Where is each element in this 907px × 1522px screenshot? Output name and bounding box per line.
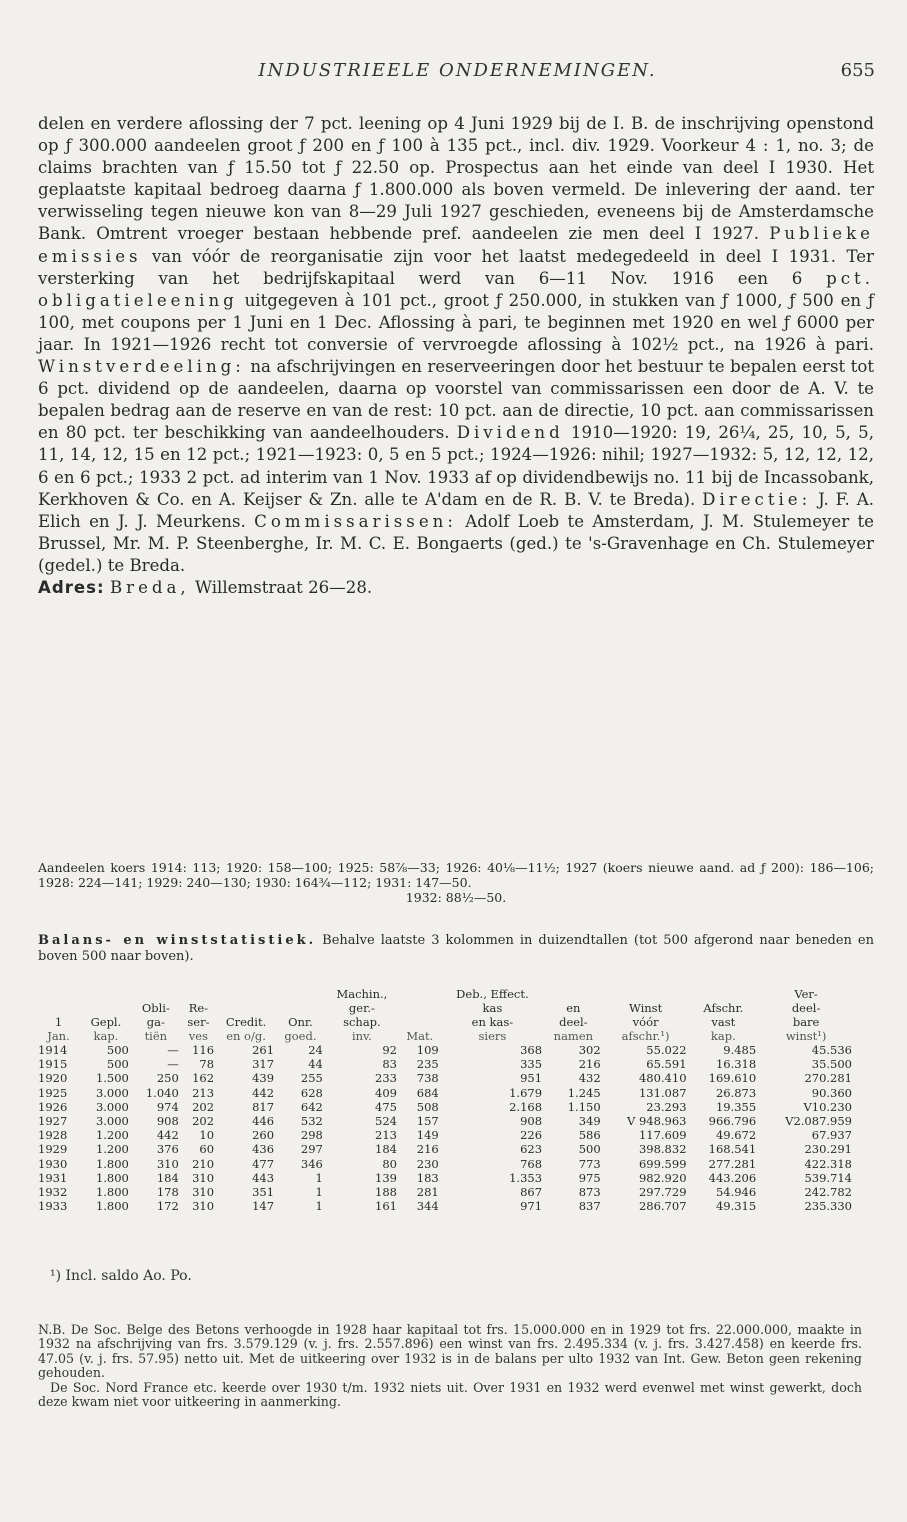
table-cell: 90.360 xyxy=(811,1085,852,1100)
table-cell: 442 xyxy=(252,1085,275,1100)
header-cell xyxy=(36,1001,81,1015)
header-cell: Re- xyxy=(188,1001,209,1015)
year-cell: 1932 xyxy=(38,1185,68,1200)
header-cell: Jan. xyxy=(47,1029,70,1043)
table-cell: 147 xyxy=(252,1199,275,1214)
table-cell: 436 xyxy=(252,1142,275,1157)
directie-label: Directie: xyxy=(702,489,812,509)
table-cell: 19.355 xyxy=(715,1099,757,1114)
table-cell: 768 xyxy=(520,1156,543,1171)
table-cell: 49.672 xyxy=(715,1128,757,1143)
table-cell: 210 xyxy=(192,1156,215,1171)
table-cell: 409 xyxy=(375,1085,397,1100)
table-cell: 65.591 xyxy=(646,1057,687,1072)
table-cell: 422.318 xyxy=(804,1156,852,1171)
adres-city: Breda, xyxy=(109,577,190,597)
paragraph-text: delen en verdere aflossing der 7 pct. leening op 4 Juni 1929 bij de I. B. de inschrijving openstond op ƒ 300.000 aandeelen groot ƒ 200 en ƒ 100 à 135 pct., incl. div. 1929. Voorkeur 4 : 1, no. 3; de claims brachten van ƒ 15.50 tot ƒ 22.50 op. Prospectus aan het einde van deel I 1930. Het geplaatste kapitaal bedroeg daarna ƒ 1.800.000 als boven vermeld. De inlevering der aand. ter verwisseling tegen nieuwe kon van 8—29 Juli 1927 geschieden, eveneens bij de Amsterdamsche Bank. Omtrent vroeger bestaan hebbende pref. aandeelen zie men deel I 1927. xyxy=(38,114,874,244)
table-row xyxy=(36,1071,854,1085)
table-cell: 213 xyxy=(375,1128,397,1143)
table-cell: 1.040 xyxy=(145,1085,179,1100)
table-cell: 442 xyxy=(156,1128,179,1143)
table-cell: 1 xyxy=(315,1199,323,1214)
header-cell: en o/g. xyxy=(226,1029,266,1043)
paragraph-text: van vóór de reorganisatie zijn voor het laatst medegedeeld in deel I 1931. Ter versterking van het bedrijfskapitaal werd van 6—11 Nov. 1916 een 6 xyxy=(38,246,874,288)
table-cell: 975 xyxy=(578,1170,601,1185)
table-cell: 623 xyxy=(520,1142,543,1157)
commissarissen-label: Commissarissen: xyxy=(254,511,457,531)
header-cell: ger.- xyxy=(348,1001,375,1015)
table-cell: 974 xyxy=(156,1099,179,1114)
header-cell xyxy=(81,1001,131,1015)
table-cell: 475 xyxy=(375,1099,397,1114)
table-cell: 500 xyxy=(106,1057,129,1072)
table-cell: 1.800 xyxy=(95,1199,129,1214)
header-row xyxy=(36,987,854,1001)
table-cell: 213 xyxy=(192,1085,215,1100)
header-cell: ga- xyxy=(146,1015,165,1029)
year-cell: 1933 xyxy=(38,1199,68,1214)
year-cell: 1925 xyxy=(38,1085,68,1100)
header-cell xyxy=(131,987,181,1001)
table-cell: 16.318 xyxy=(715,1057,757,1072)
table-cell: 54.946 xyxy=(715,1185,757,1200)
nb-paragraph: N.B. De Soc. Belge des Betons verhoogde in 1928 haar kapitaal tot frs. 15.000.000 en in 1929 tot frs. 22.000.000, maakte in 1932 na afschrijving van frs. 3.579.129 (v. j. frs. 2.557.896) een winst van frs. 2.495.334 (v. j. frs. 3.427.458) en keerde frs. 47.05 (v. j. frs. 57.95) netto uit. Met de uitkeering over 1932 is in de balans per ulto 1932 van Int. Gew. Beton geen rekening gehouden. xyxy=(38,1322,862,1381)
table-cell: 298 xyxy=(300,1128,323,1143)
table-body xyxy=(36,1043,854,1213)
table-cell: 317 xyxy=(252,1057,275,1072)
table-cell: 443.206 xyxy=(708,1170,757,1185)
table-footnote: ¹) Incl. saldo Ao. Po. xyxy=(50,1268,192,1284)
header-cell xyxy=(399,1015,441,1029)
koers-line: Aandeelen koers 1914: 113; 1920: 158—100; 1925: 58⅞—33; 1926: 40⅛—11½; 1927 (koers nieuwe aand. ad ƒ 200): 186—106; 1928: 224—141; 1929: 240—130; 1930: 164¾—112; 1931: 147—50. xyxy=(38,860,874,890)
page-header xyxy=(40,60,875,90)
table-cell: 9.485 xyxy=(723,1043,757,1057)
header-cell xyxy=(544,987,603,1001)
table-cell: 335 xyxy=(520,1057,543,1072)
winstverdeeling-label: Winstverdeeling: xyxy=(38,357,245,377)
table-cell: 349 xyxy=(578,1114,601,1129)
header-cell: tiën xyxy=(144,1029,168,1043)
table-cell: 1.500 xyxy=(95,1071,129,1086)
header-cell: Obli- xyxy=(141,1001,170,1015)
table-cell: 55.022 xyxy=(646,1043,687,1057)
header-cell: deel- xyxy=(791,1001,821,1015)
table-cell: 45.536 xyxy=(811,1043,852,1057)
adres-label: Adres: xyxy=(38,577,105,597)
table-cell: 162 xyxy=(192,1071,215,1086)
table-cell: 524 xyxy=(375,1114,397,1129)
table-cell: 260 xyxy=(252,1128,275,1143)
table-cell: 439 xyxy=(252,1071,275,1086)
header-cell: Ver- xyxy=(794,987,818,1001)
year-cell: 1931 xyxy=(38,1170,68,1185)
header-cell: kap. xyxy=(93,1029,119,1043)
table-cell: 310 xyxy=(156,1156,179,1171)
year-cell: 1915 xyxy=(38,1057,68,1072)
table-cell: 310 xyxy=(192,1199,215,1214)
table-cell: 508 xyxy=(416,1099,439,1114)
table-cell: 297 xyxy=(300,1142,323,1157)
table-cell: 250 xyxy=(156,1071,179,1086)
table-cell: 60 xyxy=(199,1142,215,1157)
table-header xyxy=(36,987,854,1043)
table-cell: 3.000 xyxy=(95,1114,129,1129)
table-cell: 873 xyxy=(578,1185,601,1200)
year-cell: 1929 xyxy=(38,1142,68,1157)
table-cell: 92 xyxy=(382,1043,397,1057)
company-description xyxy=(38,113,874,599)
table-cell: 24 xyxy=(308,1043,323,1057)
year-cell: 1927 xyxy=(38,1114,68,1129)
year-cell: 1920 xyxy=(38,1071,68,1086)
table-cell: 351 xyxy=(252,1185,275,1200)
table-cell: 216 xyxy=(416,1142,439,1157)
table-cell: 230.291 xyxy=(804,1142,852,1157)
header-cell: winst¹) xyxy=(785,1029,827,1043)
header-cell xyxy=(276,987,325,1001)
header-cell: Deb., Effect. xyxy=(456,987,529,1001)
table-cell: 1.353 xyxy=(509,1170,543,1185)
table-cell: 1 xyxy=(315,1170,323,1185)
table-cell: 183 xyxy=(416,1170,439,1185)
header-cell: Onr. xyxy=(288,1015,313,1029)
header-cell: Afschr. xyxy=(703,1001,744,1015)
table-cell: 188 xyxy=(375,1185,397,1200)
header-cell: en xyxy=(566,1001,581,1015)
koers-line: 1932: 88½—50. xyxy=(405,890,507,905)
table-cell: V2.087.959 xyxy=(785,1114,852,1129)
table-cell: 149 xyxy=(416,1128,439,1143)
table-row xyxy=(36,1114,854,1128)
table-row xyxy=(36,1142,854,1156)
year-cell: 1928 xyxy=(38,1128,68,1143)
header-cell xyxy=(603,987,689,1001)
table-cell: 10 xyxy=(199,1128,215,1143)
table-cell: 2.168 xyxy=(509,1099,543,1114)
table-cell: 477 xyxy=(252,1156,275,1171)
nb-section xyxy=(38,1323,862,1409)
header-cell: Machin., xyxy=(336,987,388,1001)
dividend-label: Dividend xyxy=(456,423,564,443)
table-row xyxy=(36,1043,854,1057)
table-cell: 131.087 xyxy=(638,1085,687,1100)
table-cell: 270.281 xyxy=(804,1071,852,1086)
nb-paragraph: De Soc. Nord France etc. keerde over 1930 t/m. 1932 niets uit. Over 1931 en 1932 werd evenwel met winst gewerkt, doch deze kwam niet voor uitkeering in aanmerking. xyxy=(38,1379,862,1410)
table-cell: 261 xyxy=(252,1043,275,1057)
header-cell: siers xyxy=(478,1029,507,1043)
header-cell xyxy=(36,987,81,1001)
running-title: INDUSTRIEELE ONDERNEMINGEN. xyxy=(258,60,657,81)
header-cell: Mat. xyxy=(406,1029,434,1043)
header-cell: ves xyxy=(188,1029,209,1043)
year-cell: 1914 xyxy=(38,1043,68,1057)
table-cell: 117.609 xyxy=(638,1128,687,1143)
table-cell: 642 xyxy=(300,1099,323,1114)
table-cell: 184 xyxy=(156,1170,179,1185)
table-cell: 1.245 xyxy=(567,1085,601,1100)
pct-label: pct. xyxy=(826,268,874,288)
table-cell: 242.782 xyxy=(804,1185,852,1200)
table-cell: 255 xyxy=(300,1071,323,1086)
main-paragraph xyxy=(38,113,874,577)
header-cell: vóór xyxy=(632,1015,659,1029)
table-cell: 532 xyxy=(300,1114,323,1129)
year-cell: 1926 xyxy=(38,1099,68,1114)
balans-title: Balans- en winststatistiek. xyxy=(38,933,317,948)
table-cell: 184 xyxy=(375,1142,397,1157)
paragraph-text: Adolf Loeb te Amsterdam, J. M. Stulemeyer te Brussel, Mr. M. P. Steenberghe, Ir. M. C. E. Bongaerts (ged.) te 's-Gravenhage en Ch. Stulemeyer (gedel.) te Breda. xyxy=(38,511,874,575)
table-cell: 277.281 xyxy=(708,1156,757,1171)
table-cell: 233 xyxy=(375,1071,397,1086)
table-cell: 310 xyxy=(192,1185,215,1200)
header-cell xyxy=(276,1001,325,1015)
header-cell: 1 xyxy=(54,1015,63,1029)
table-cell: 44 xyxy=(308,1057,323,1072)
table-cell: 446 xyxy=(252,1114,275,1129)
header-cell: kap. xyxy=(710,1029,736,1043)
table-cell: 297.729 xyxy=(638,1185,687,1200)
header-row xyxy=(36,1001,854,1015)
header-cell xyxy=(399,987,441,1001)
table-cell: 586 xyxy=(578,1128,601,1143)
table-cell: 83 xyxy=(382,1057,397,1072)
table-cell: 817 xyxy=(252,1099,275,1114)
header-row xyxy=(36,1015,854,1029)
table-cell: V 948.963 xyxy=(626,1114,687,1129)
table-cell: 169.610 xyxy=(708,1071,757,1086)
table-cell: 302 xyxy=(578,1043,601,1057)
table-cell: 1.800 xyxy=(95,1185,129,1200)
table-cell: 837 xyxy=(578,1199,601,1214)
table-cell: 867 xyxy=(520,1185,543,1200)
table-cell: 684 xyxy=(416,1085,439,1100)
table-cell: 738 xyxy=(416,1071,439,1086)
table-cell: 344 xyxy=(416,1199,439,1214)
header-cell: Credit. xyxy=(225,1015,267,1029)
table-cell: 178 xyxy=(156,1185,179,1200)
header-cell xyxy=(81,987,131,1001)
table-row xyxy=(36,1057,854,1071)
table-cell: 168.541 xyxy=(708,1142,757,1157)
emissies-label: Publieke emissies xyxy=(38,224,874,266)
table-cell: 1.150 xyxy=(567,1099,601,1114)
header-cell: Gepl. xyxy=(90,1015,122,1029)
obligatie-label: obligatieleening xyxy=(38,290,238,310)
table-cell: 1.800 xyxy=(95,1156,129,1171)
header-cell: inv. xyxy=(351,1029,372,1043)
table-cell: 1.200 xyxy=(95,1142,129,1157)
table-cell: 216 xyxy=(578,1057,601,1072)
table-cell: 908 xyxy=(156,1114,179,1129)
table-cell: 172 xyxy=(156,1199,179,1214)
table-cell: 310 xyxy=(192,1170,215,1185)
table-row xyxy=(36,1199,854,1213)
table-cell: 78 xyxy=(199,1057,215,1072)
table-cell: — xyxy=(167,1057,179,1072)
table-cell: 202 xyxy=(192,1114,215,1129)
table-cell: 3.000 xyxy=(95,1085,129,1100)
table-cell: 951 xyxy=(520,1071,543,1086)
table-row xyxy=(36,1171,854,1185)
header-cell: deel- xyxy=(559,1015,588,1029)
table-cell: 1.679 xyxy=(509,1085,543,1100)
header-cell: Winst xyxy=(628,1001,663,1015)
header-cell: afschr.¹) xyxy=(621,1029,670,1043)
table-row xyxy=(36,1185,854,1199)
table-cell: 1.800 xyxy=(95,1170,129,1185)
paragraph-text: J. F. A. Elich en J. J. Meurkens. xyxy=(38,489,874,531)
table-cell: 281 xyxy=(416,1185,439,1200)
table-cell: 161 xyxy=(375,1199,397,1214)
table-cell: 368 xyxy=(520,1043,543,1057)
header-cell: namen xyxy=(553,1029,594,1043)
header-cell: bare xyxy=(792,1015,820,1029)
table-cell: 235 xyxy=(416,1057,439,1072)
table-cell: 480.410 xyxy=(638,1071,687,1086)
paragraph-text: 1910—1920: 19, 26¼, 25, 10, 5, 5, 11, 14, 12, 15 en 12 pct.; 1921—1923: 0, 5 en 5 pct.; 1924—1926: nihil; 1927—1932: 5, 12, 12, 12, 6 en 6 pct.; 1933 2 pct. ad interim van 1 Nov. 1933 af op dividendbewijs no. 11 bij de Incassobank, Kerkhoven & Co. en A. Keijser & Zn. alle te A'dam en de R. B. V. te Breda). xyxy=(38,423,874,509)
address-line xyxy=(38,577,874,599)
table-cell: 67.937 xyxy=(811,1128,852,1143)
year-cell: 1930 xyxy=(38,1156,68,1171)
table-cell: 157 xyxy=(416,1114,439,1129)
header-cell xyxy=(181,987,216,1001)
balans-table xyxy=(36,987,854,1213)
table-cell: 139 xyxy=(375,1170,397,1185)
table-cell: 346 xyxy=(300,1156,323,1171)
table-cell: 230 xyxy=(416,1156,439,1171)
table-cell: 109 xyxy=(416,1043,439,1057)
table-cell: 235.330 xyxy=(804,1199,852,1214)
table-cell: 908 xyxy=(520,1114,543,1129)
table-cell: — xyxy=(167,1043,179,1057)
table-cell: V10.230 xyxy=(803,1099,852,1114)
header-cell xyxy=(689,987,759,1001)
header-cell: vast xyxy=(711,1015,736,1029)
page-number: 655 xyxy=(840,60,875,81)
paragraph-text: na afschrijvingen en reserveeringen door het bestuur te bepalen eerst tot 6 pct. dividend op de aandeelen, daarna op voorstel van commissarissen een door de A. V. te bepalen bedrag aan de reserve en van de rest: 10 pct. aan de directie, 10 pct. aan commissarissen en 80 pct. ter beschikking van aandeelhouders. xyxy=(38,357,875,443)
table-cell: 432 xyxy=(578,1071,601,1086)
balans-text: Behalve laatste 3 kolommen in duizendtallen (tot 500 afgerond naar beneden en boven 500 naar boven). xyxy=(38,933,874,964)
header-cell xyxy=(399,1001,441,1015)
header-cell: schap. xyxy=(343,1015,381,1029)
table-cell: 202 xyxy=(192,1099,215,1114)
table-cell: 539.714 xyxy=(804,1170,852,1185)
header-cell: kas xyxy=(482,1001,503,1015)
table-cell: 1 xyxy=(315,1185,323,1200)
adres-street: Willemstraat 26—28. xyxy=(194,577,373,597)
table-cell: 443 xyxy=(252,1170,275,1185)
table-cell: 116 xyxy=(192,1043,215,1057)
table-cell: 982.920 xyxy=(638,1170,687,1185)
table-cell: 35.500 xyxy=(811,1057,852,1072)
table-cell: 628 xyxy=(300,1085,323,1100)
table-row xyxy=(36,1128,854,1142)
table-cell: 699.599 xyxy=(638,1156,687,1171)
table-cell: 26.873 xyxy=(715,1085,757,1100)
header-cell xyxy=(216,987,276,1001)
table-row xyxy=(36,1086,854,1100)
table-cell: 966.796 xyxy=(708,1114,757,1129)
balans-table-container xyxy=(36,987,854,1213)
table-cell: 376 xyxy=(156,1142,179,1157)
table-cell: 226 xyxy=(520,1128,543,1143)
header-row xyxy=(36,1029,854,1043)
table-cell: 1.200 xyxy=(95,1128,129,1143)
table-row xyxy=(36,1157,854,1171)
paragraph-text: uitgegeven à 101 pct., groot ƒ 250.000, in stukken van ƒ 1000, ƒ 500 en ƒ 100, met coupons per 1 Juni en 1 Dec. Aflossing à pari, te beginnen met 1920 en wel ƒ 6000 per jaar. In 1921—1926 recht tot conversie of vervroegde aflossing à 102½ pct., na 1926 à pari. xyxy=(38,290,874,354)
table-cell: 971 xyxy=(520,1199,543,1214)
table-row xyxy=(36,1100,854,1114)
table-cell: 500 xyxy=(578,1142,601,1157)
table-cell: 398.832 xyxy=(638,1142,687,1157)
table-cell: 3.000 xyxy=(95,1099,129,1114)
header-cell: goed. xyxy=(284,1029,317,1043)
table-cell: 80 xyxy=(382,1156,397,1171)
table-cell: 500 xyxy=(106,1043,129,1057)
balans-paragraph xyxy=(38,933,874,965)
balans-section xyxy=(38,933,874,965)
table-cell: 49.315 xyxy=(715,1199,757,1214)
header-cell: en kas- xyxy=(471,1015,514,1029)
koers-section xyxy=(38,860,874,905)
header-cell: ser- xyxy=(187,1015,210,1029)
table-cell: 773 xyxy=(578,1156,601,1171)
table-cell: 286.707 xyxy=(638,1199,687,1214)
header-cell xyxy=(216,1001,276,1015)
table-cell: 23.293 xyxy=(646,1099,687,1114)
